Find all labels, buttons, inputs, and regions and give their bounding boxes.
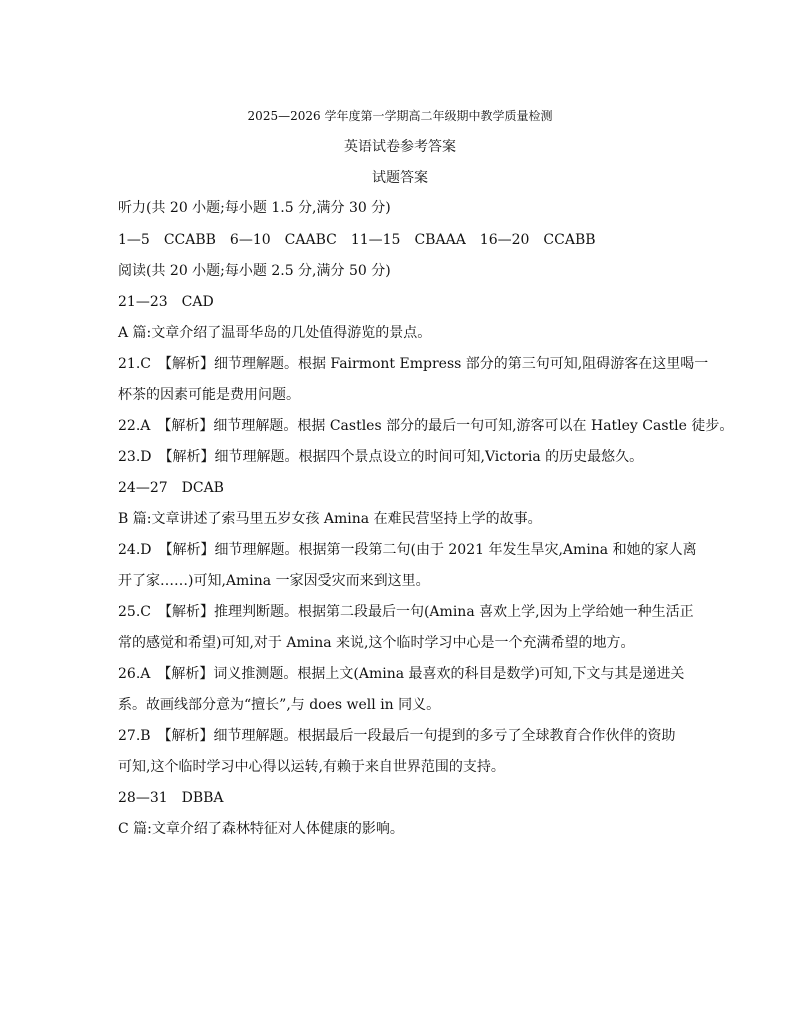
explanation-21-line-1: 21.C 【解析】细节理解题。根据 Fairmont Empress 部分的第三句可知,阻碍游客在这里喝一 [118, 356, 709, 372]
explanation-21-line-2: 杯茶的因素可能是费用问题。 [118, 387, 300, 403]
answer-group-21-23: 21—23 CAD [118, 294, 214, 310]
section-title: 试题答案 [372, 170, 428, 186]
explanation-23: 23.D 【解析】细节理解题。根据四个景点设立的时间可知,Victoria 的历史最悠久。 [118, 449, 644, 465]
reading-section-heading: 阅读(共 20 小题;每小题 2.5 分,满分 50 分) [118, 263, 391, 279]
explanation-25-line-2: 常的感觉和希望)可知,对于 Amina 来说,这个临时学习中心是一个充满希望的地方。 [118, 635, 635, 651]
listening-section-heading: 听力(共 20 小题;每小题 1.5 分,满分 30 分) [118, 200, 391, 216]
explanation-24-line-1: 24.D 【解析】细节理解题。根据第一段第二句(由于 2021 年发生旱灾,Amina 和她的家人离 [118, 542, 697, 558]
subject-title: 英语试卷参考答案 [344, 139, 456, 155]
passage-c-summary: C 篇:文章介绍了森林特征对人体健康的影响。 [118, 821, 404, 837]
explanation-26-line-1: 26.A 【解析】词义推测题。根据上文(Amina 最喜欢的科目是数学)可知,下文与其是递进关 [118, 666, 685, 682]
explanation-26-line-2: 系。故画线部分意为“擅长”,与 does well in 同义。 [118, 697, 441, 713]
explanation-27-line-2: 可知,这个临时学习中心得以运转,有赖于来自世界范围的支持。 [118, 759, 505, 775]
listening-answers: 1—5 CCABB 6—10 CAABC 11—15 CBAAA 16—20 CCABB [118, 232, 596, 248]
exam-title: 2025—2026 学年度第一学期高二年级期中教学质量检测 [247, 109, 553, 123]
passage-b-summary: B 篇:文章讲述了索马里五岁女孩 Amina 在难民营坚持上学的故事。 [118, 511, 542, 527]
answer-group-28-31: 28—31 DBBA [118, 790, 224, 806]
passage-a-summary: A 篇:文章介绍了温哥华岛的几处值得游览的景点。 [118, 325, 432, 341]
explanation-25-line-1: 25.C 【解析】推理判断题。根据第二段最后一句(Amina 喜欢上学,因为上学给她一种生活正 [118, 604, 694, 620]
explanation-24-line-2: 开了家……)可知,Amina 一家因受灾而来到这里。 [118, 573, 430, 589]
answer-group-24-27: 24—27 DCAB [118, 480, 224, 496]
explanation-27-line-1: 27.B 【解析】细节理解题。根据最后一段最后一句提到的多亏了全球教育合作伙伴的资助 [118, 728, 676, 744]
explanation-22: 22.A 【解析】细节理解题。根据 Castles 部分的最后一句可知,游客可以在 Hatley Castle 徒步。 [118, 418, 734, 434]
